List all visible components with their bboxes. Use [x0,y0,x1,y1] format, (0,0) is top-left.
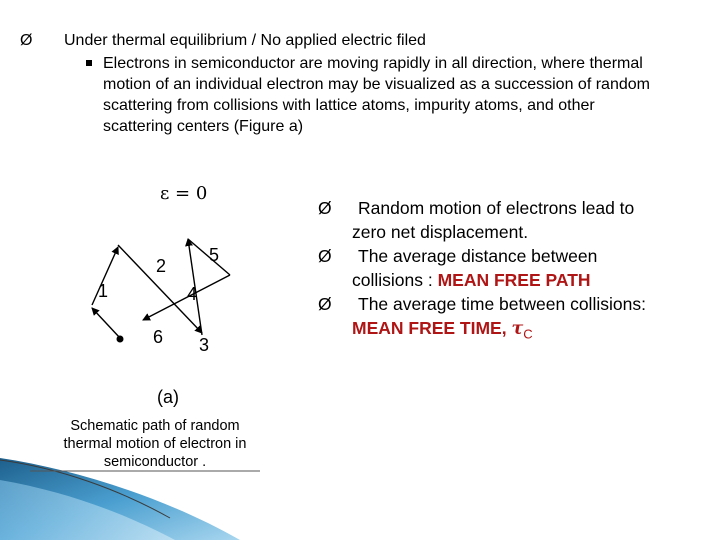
key-point: Ø The average time between collisions: MEAN FREE TIME, $\tau_C$ [318,294,646,342]
main-bullet [20,31,426,51]
square-bullet-icon [86,60,92,66]
figure-caption: Schematic path of random thermal motion of electron in semiconductor . [63,418,247,470]
segment-label-5: 5 [209,245,220,265]
mean-free-time-term: MEAN FREE TIME, [352,318,512,338]
tau-symbol: τ [511,319,524,339]
corner-decoration [0,440,720,540]
segment-label-3: 3 [199,335,210,355]
electron-start-dot [117,336,124,343]
key-point: Ø Random motion of electrons lead to zero net displacement. [318,198,635,242]
arrow-bullet-icon: Ø [318,198,332,218]
random-motion-figure [80,175,260,415]
arrow-bullet-icon: Ø [318,294,332,314]
figure-label: (a) [157,387,179,407]
main-bullet-text: Under thermal equilibrium / No applied electric filed [64,32,426,49]
key-points-list [318,196,710,347]
arrow-bullet-icon: Ø [318,246,332,266]
mean-free-path-term: MEAN FREE PATH [437,270,591,290]
key-point: Ø The average distance between collisions : MEAN FREE PATH [318,246,598,290]
arrow-bullet-icon: Ø [20,32,33,49]
segment-label-4: 4 [187,284,198,304]
sub-bullet-text: Electrons in semiconductor are moving rapidly in all direction, where thermal motion of an individual electron may be visualized as a succession of random scattering from collisions with lattice atoms, impurity atoms, and other scattering centers (Figure a) [103,55,650,135]
path-segment-6 [92,308,120,338]
segment-label-2: 2 [156,256,167,276]
segment-label-6: 6 [153,327,164,347]
tau-subscript: C [523,326,533,342]
field-label: ε = 0 [160,183,208,204]
segment-label-1: 1 [98,281,109,301]
